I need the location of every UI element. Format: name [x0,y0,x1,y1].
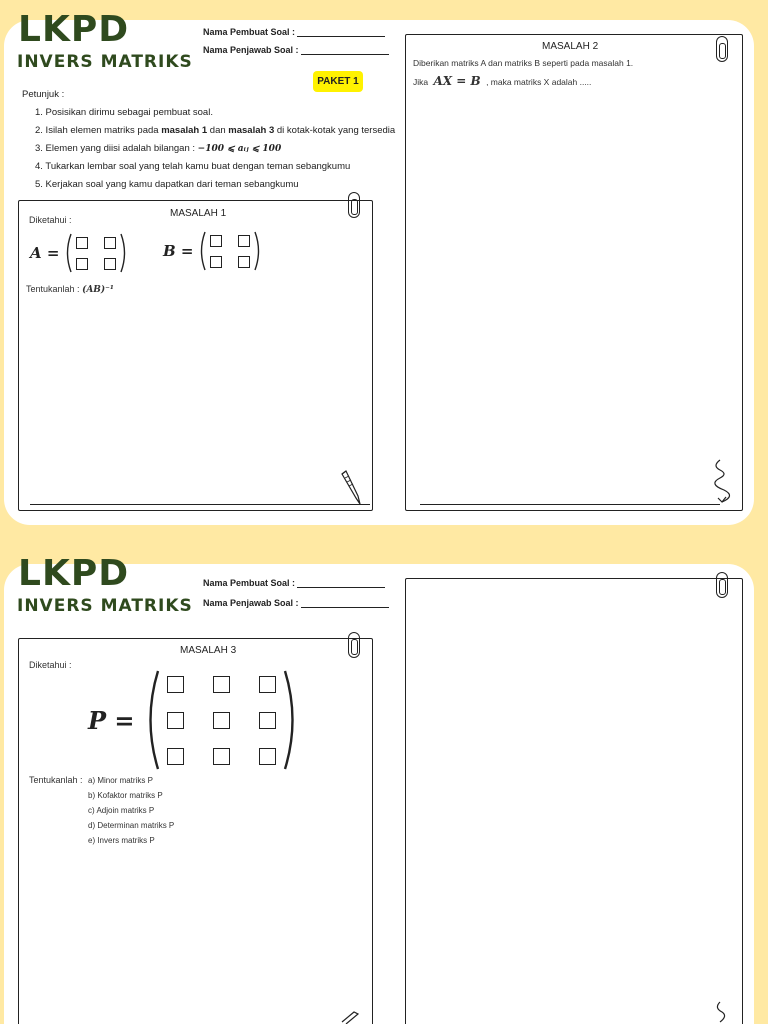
maker-name-label: Nama Pembuat Soal : [203,578,296,588]
logo-title: LKPD [18,9,130,50]
instruction-item: 2. Isilah elemen matriks pada masalah 1 dan masalah 3 di kotak-kotak yang tersedia [35,125,396,136]
left-paren-icon [63,232,73,274]
logo-subtitle: INVERS MATRIKS [17,52,193,72]
paperclip-icon [348,632,360,658]
masalah-2-statement: Diberikan matriks A dan matriks B seperti pada masalah 1. [413,58,634,68]
matrix-cell[interactable] [259,712,276,729]
solver-name-field[interactable] [203,45,389,55]
matrix-cell[interactable] [238,256,250,268]
matrix-cell[interactable] [167,676,184,693]
instruction-item: 5. Kerjakan soal yang kamu dapatkan dari teman sebangkumu [35,179,299,190]
paket-badge: PAKET 1 [313,71,363,92]
element-range-math: −100 ⩽ aᵢⱼ ⩽ 100 [197,144,282,154]
matrix-cell[interactable] [76,258,88,270]
masalah-3-task-label: Tentukanlah : [29,775,83,785]
left-paren-icon [143,668,161,772]
matrix-p [88,668,300,772]
matrix-cell[interactable] [213,676,230,693]
paperclip-icon [348,192,360,218]
instruction-item: 1. Posisikan dirimu sebagai pembuat soal. [35,107,213,118]
matrix-a [30,232,129,274]
maker-name-line[interactable] [297,36,385,37]
masalah-2-title: MASALAH 2 [542,41,599,52]
solver-name-field[interactable] [203,598,389,608]
matrix-cell[interactable] [76,237,88,249]
right-paren-icon [253,230,263,272]
task-math: (AB)⁻¹ [82,285,114,295]
masalah-3-title: MASALAH 3 [180,645,237,656]
task-item: d) Determinan matriks P [88,821,175,830]
matrix-a-cells[interactable] [76,237,116,270]
maker-name-label: Nama Pembuat Soal : [203,27,296,37]
pencil-icon [338,468,366,506]
matrix-cell[interactable] [167,748,184,765]
matrix-cell[interactable] [213,748,230,765]
matrix-cell[interactable] [210,256,222,268]
masalah-1-title: MASALAH 1 [170,208,227,219]
matrix-cell[interactable] [259,748,276,765]
matrix-cell[interactable] [213,712,230,729]
matrix-b-cells[interactable] [210,235,250,268]
task-item: c) Adjoin matriks P [88,806,155,815]
task-item: b) Kofaktor matriks P [88,791,163,800]
paperclip-icon [716,36,728,62]
masalah-3-task-list [88,773,174,848]
pencil-icon [338,1010,362,1024]
matrix-p-cells[interactable] [167,676,276,765]
paperclip-icon [716,572,728,598]
matrix-cell[interactable] [167,712,184,729]
solver-name-label: Nama Penjawab Soal : [203,598,299,608]
matrix-b [163,230,263,272]
right-paren-icon [119,232,129,274]
maker-name-line[interactable] [297,587,385,588]
squiggle-arrow-icon [708,1000,738,1024]
matrix-p-label: P = [88,705,135,735]
task-item: e) Invers matriks P [88,836,155,845]
matrix-a-label: A = [30,244,60,262]
instruction-item: 4. Tukarkan lembar soal yang telah kamu buat dengan teman sebangkumu [35,161,351,172]
box-baseline [420,504,720,505]
masalah-1-known-label: Diketahui : [29,215,72,225]
logo-subtitle: INVERS MATRIKS [17,596,193,616]
masalah-2-box[interactable] [405,34,743,511]
matrix-cell[interactable] [259,676,276,693]
solver-name-label: Nama Penjawab Soal : [203,45,299,55]
squiggle-arrow-icon [706,456,740,504]
solver-name-line[interactable] [301,54,389,55]
matrix-cell[interactable] [238,235,250,247]
task-item: a) Minor matriks P [88,776,153,785]
matrix-cell[interactable] [210,235,222,247]
matrix-cell[interactable] [104,237,116,249]
right-paren-icon [282,668,300,772]
instructions-heading: Petunjuk : [22,89,65,100]
maker-name-field[interactable] [203,27,385,37]
masalah-1-task: Tentukanlah : (AB)⁻¹ [26,284,114,295]
worksheet-page-2 [0,548,768,1024]
masalah-3-known-label: Diketahui : [29,660,72,670]
solver-name-line[interactable] [301,607,389,608]
maker-name-field[interactable] [203,578,385,588]
answer-box[interactable] [405,578,743,1024]
box-baseline [30,504,370,505]
masalah-2-equation: AX = B [433,74,481,88]
logo-title: LKPD [18,553,130,594]
instructions [22,86,395,194]
left-paren-icon [197,230,207,272]
matrix-b-label: B = [163,242,194,260]
masalah-2-question: Jika AX = B , maka matriks X adalah ..... [413,74,592,88]
matrix-cell[interactable] [104,258,116,270]
instruction-item: 3. Elemen yang diisi adalah bilangan : −100 ⩽ aᵢⱼ ⩽ 100 [35,143,282,154]
